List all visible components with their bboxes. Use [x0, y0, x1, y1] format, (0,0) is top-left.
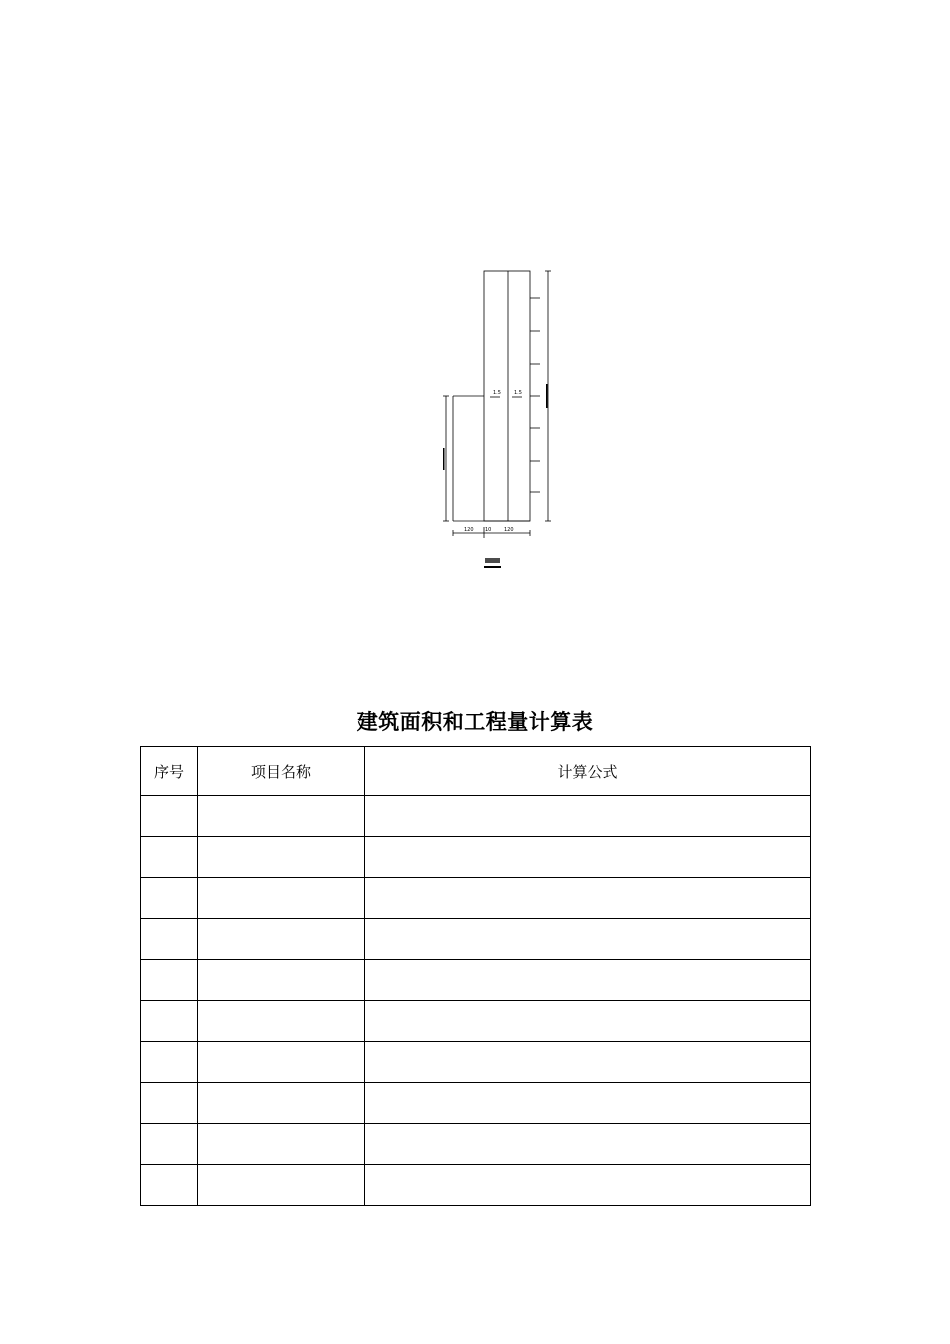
cell-formula — [365, 960, 811, 1001]
cell-index — [141, 1124, 198, 1165]
cell-item-name — [198, 1042, 365, 1083]
inner-label-2: 1.5 — [514, 390, 522, 396]
cad-drawing — [0, 0, 950, 640]
left-dim-text-mark — [443, 448, 445, 470]
dim-right-bottom: 120 — [504, 527, 514, 533]
header-index: 序号 — [141, 747, 198, 796]
cell-item-name — [198, 1083, 365, 1124]
table-row — [141, 878, 811, 919]
table-row — [141, 1124, 811, 1165]
cell-item-name — [198, 960, 365, 1001]
cell-formula — [365, 1042, 811, 1083]
cell-item-name — [198, 1165, 365, 1206]
table-row — [141, 1083, 811, 1124]
header-formula: 计算公式 — [365, 747, 811, 796]
cell-item-name — [198, 796, 365, 837]
cell-index — [141, 1165, 198, 1206]
cell-formula — [365, 1083, 811, 1124]
cell-item-name — [198, 837, 365, 878]
cell-index — [141, 837, 198, 878]
inner-label-1: 1.5 — [493, 390, 501, 396]
calculation-table — [140, 746, 811, 1206]
table-row — [141, 1001, 811, 1042]
cell-item-name — [198, 878, 365, 919]
dim-middle-bottom: 10 — [485, 527, 492, 533]
cell-index — [141, 878, 198, 919]
table-row — [141, 837, 811, 878]
table-row — [141, 1165, 811, 1206]
cell-index — [141, 1042, 198, 1083]
cell-index — [141, 919, 198, 960]
right-dim-text-mark — [546, 384, 548, 408]
cell-formula — [365, 878, 811, 919]
cell-index — [141, 1001, 198, 1042]
cell-formula — [365, 1124, 811, 1165]
cell-item-name — [198, 1124, 365, 1165]
cell-item-name — [198, 919, 365, 960]
drawing-caption-mark — [485, 558, 500, 563]
cell-formula — [365, 796, 811, 837]
table-row — [141, 960, 811, 1001]
wall-outline — [484, 271, 530, 521]
table-row — [141, 796, 811, 837]
table-row — [141, 919, 811, 960]
cell-formula — [365, 837, 811, 878]
cell-index — [141, 796, 198, 837]
table-title: 建筑面积和工程量计算表 — [356, 709, 594, 734]
header-item-name: 项目名称 — [198, 747, 365, 796]
cell-item-name — [198, 1001, 365, 1042]
table-header-row — [141, 747, 811, 796]
cell-index — [141, 1083, 198, 1124]
cell-formula — [365, 919, 811, 960]
cell-formula — [365, 1165, 811, 1206]
drawing-caption-underline — [484, 566, 501, 568]
table-row — [141, 1042, 811, 1083]
dim-left-bottom: 120 — [464, 527, 474, 533]
cell-index — [141, 960, 198, 1001]
cell-formula — [365, 1001, 811, 1042]
